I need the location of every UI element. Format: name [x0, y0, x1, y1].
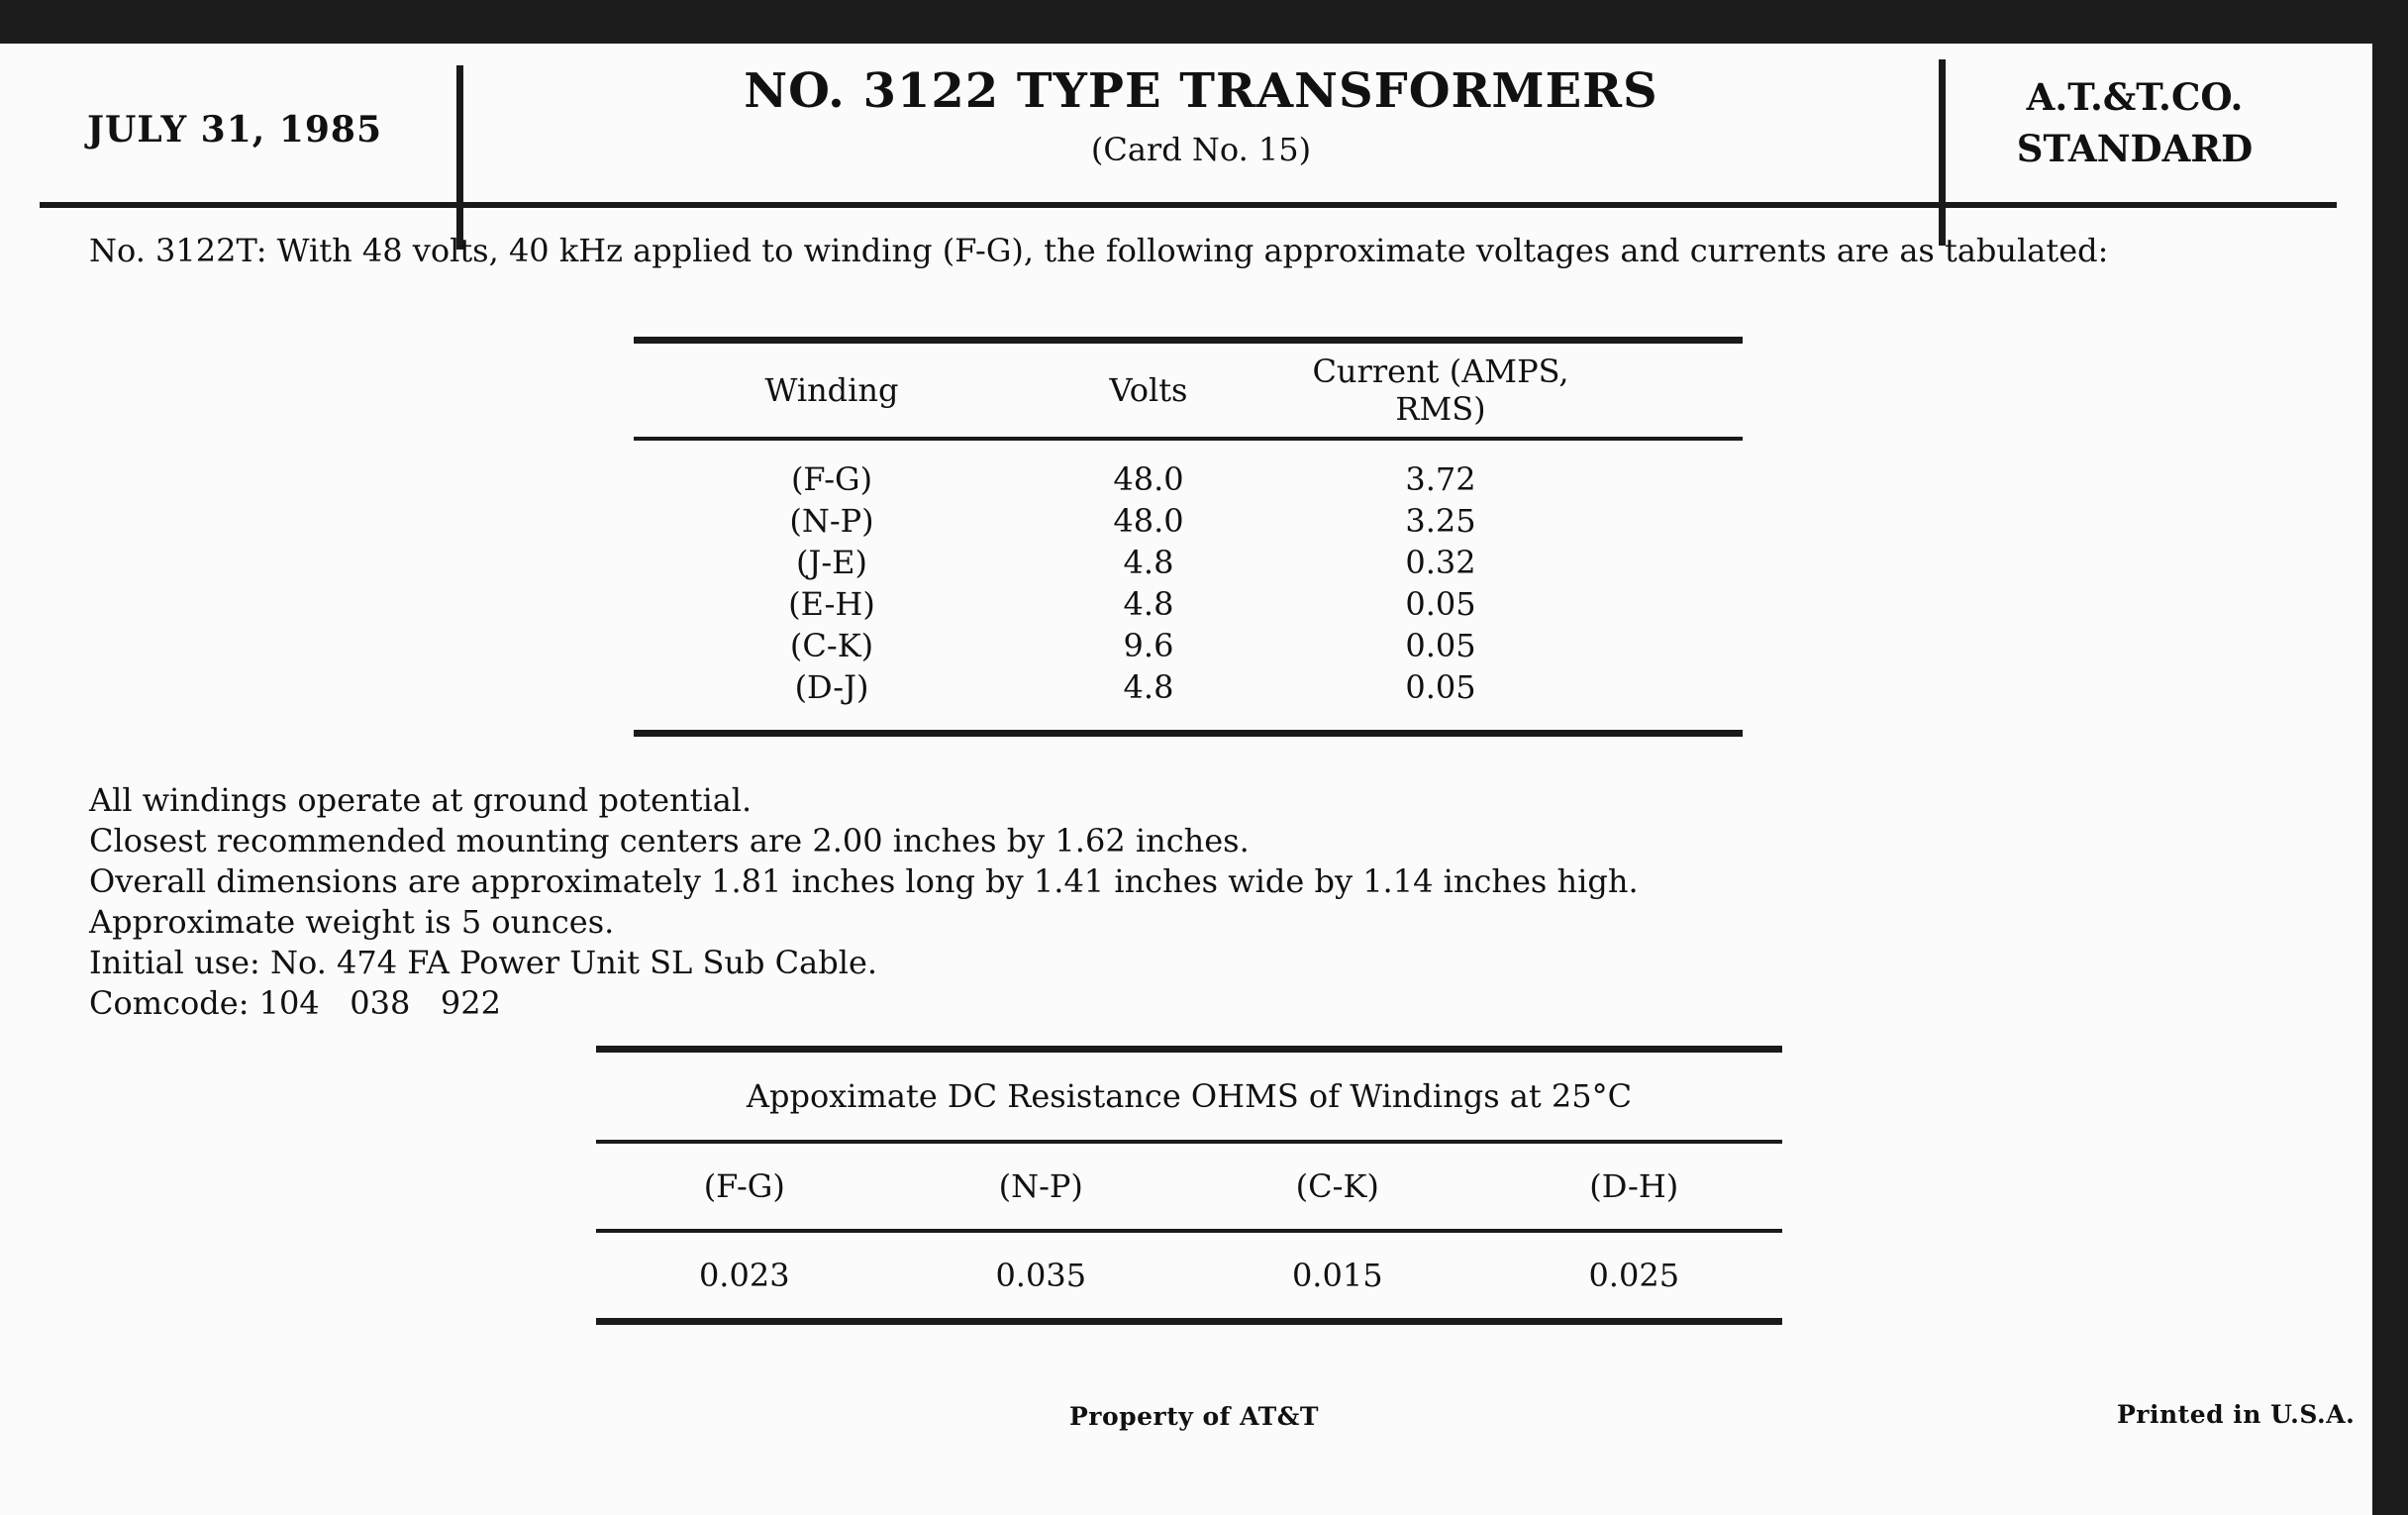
- header-divider-right: [1939, 59, 1946, 246]
- col-winding: Winding: [634, 341, 1030, 440]
- winding-cell: (D-J): [634, 666, 1030, 734]
- resistance-header: (C-K): [1189, 1142, 1486, 1231]
- current-cell: 3.25: [1405, 502, 1476, 540]
- resistance-caption: Appoximate DC Resistance OHMS of Windings at 25°C: [596, 1050, 1782, 1143]
- header-rule: [40, 202, 2337, 208]
- volts-cell: 48.0: [1113, 502, 1184, 540]
- note-line: Closest recommended mounting centers are 2.00 inches by 1.62 inches.: [89, 822, 1250, 859]
- table-row: [634, 625, 1743, 666]
- col-current: Current (AMPS, RMS): [1267, 341, 1743, 440]
- volts-cell: 4.8: [1030, 666, 1267, 734]
- resistance-value: 0.023: [596, 1231, 893, 1322]
- col-volts: Volts: [1030, 341, 1267, 440]
- current-cell: 0.05: [1405, 585, 1476, 623]
- dc-resistance-table: [596, 1046, 1782, 1325]
- resistance-value: 0.025: [1486, 1231, 1783, 1322]
- winding-cell: (N-P): [789, 502, 874, 540]
- spec-card: [0, 44, 2372, 1515]
- standard-label: STANDARD: [2016, 127, 2254, 170]
- resistance-header: (F-G): [596, 1142, 893, 1231]
- table-row: [634, 666, 1743, 734]
- current-cell: 0.32: [1405, 544, 1476, 581]
- volts-cell: 48.0: [1113, 460, 1184, 498]
- resistance-value: 0.035: [893, 1231, 1190, 1322]
- winding-cell: (F-G): [790, 460, 873, 498]
- current-cell: 0.05: [1267, 666, 1743, 734]
- note-line: Approximate weight is 5 ounces.: [89, 903, 615, 941]
- note-line: Initial use: No. 474 FA Power Unit SL Sub Cable.: [89, 944, 878, 981]
- property-notice: Property of AT&T: [1069, 1402, 1319, 1431]
- resistance-header-row: [596, 1142, 1782, 1231]
- card-number: (Card No. 15): [1090, 131, 1312, 168]
- table-row: [634, 500, 1743, 542]
- volts-cell: 4.8: [1123, 544, 1174, 581]
- table-row: [634, 583, 1743, 625]
- winding-cell: (J-E): [796, 544, 867, 581]
- winding-cell: (E-H): [788, 585, 875, 623]
- resistance-value-row: [596, 1231, 1782, 1322]
- resistance-header: (D-H): [1486, 1142, 1783, 1231]
- comcode-line: Comcode: 104 038 922: [89, 984, 501, 1022]
- header-divider-left: [456, 65, 463, 250]
- resistance-header: (N-P): [893, 1142, 1190, 1231]
- table-header-row: [634, 341, 1743, 440]
- page-title: NO. 3122 TYPE TRANSFORMERS: [744, 63, 1658, 119]
- table-row: [634, 439, 1743, 500]
- intro-text: No. 3122T: With 48 volts, 40 kHz applied to winding (F-G), the following approximate voltages and currents are as tabulated:: [89, 232, 2109, 269]
- company-name: A.T.&T.CO.: [2026, 75, 2244, 119]
- company-standard: [1947, 71, 2323, 174]
- card-date: JULY 31, 1985: [87, 109, 383, 151]
- volts-cell: 9.6: [1123, 627, 1174, 664]
- note-line: All windings operate at ground potential.: [89, 781, 752, 819]
- winding-cell: (C-K): [789, 627, 874, 664]
- table-row: [634, 542, 1743, 583]
- note-line: Overall dimensions are approximately 1.81 inches long by 1.41 inches wide by 1.14 inches high.: [89, 862, 1639, 900]
- current-cell: 0.05: [1405, 627, 1476, 664]
- voltage-current-table: [634, 337, 1743, 737]
- volts-cell: 4.8: [1123, 585, 1174, 623]
- printed-notice: Printed in U.S.A.: [2117, 1400, 2356, 1429]
- current-cell: 3.72: [1405, 460, 1476, 498]
- notes-block: [89, 780, 1639, 1024]
- resistance-value: 0.015: [1189, 1231, 1486, 1322]
